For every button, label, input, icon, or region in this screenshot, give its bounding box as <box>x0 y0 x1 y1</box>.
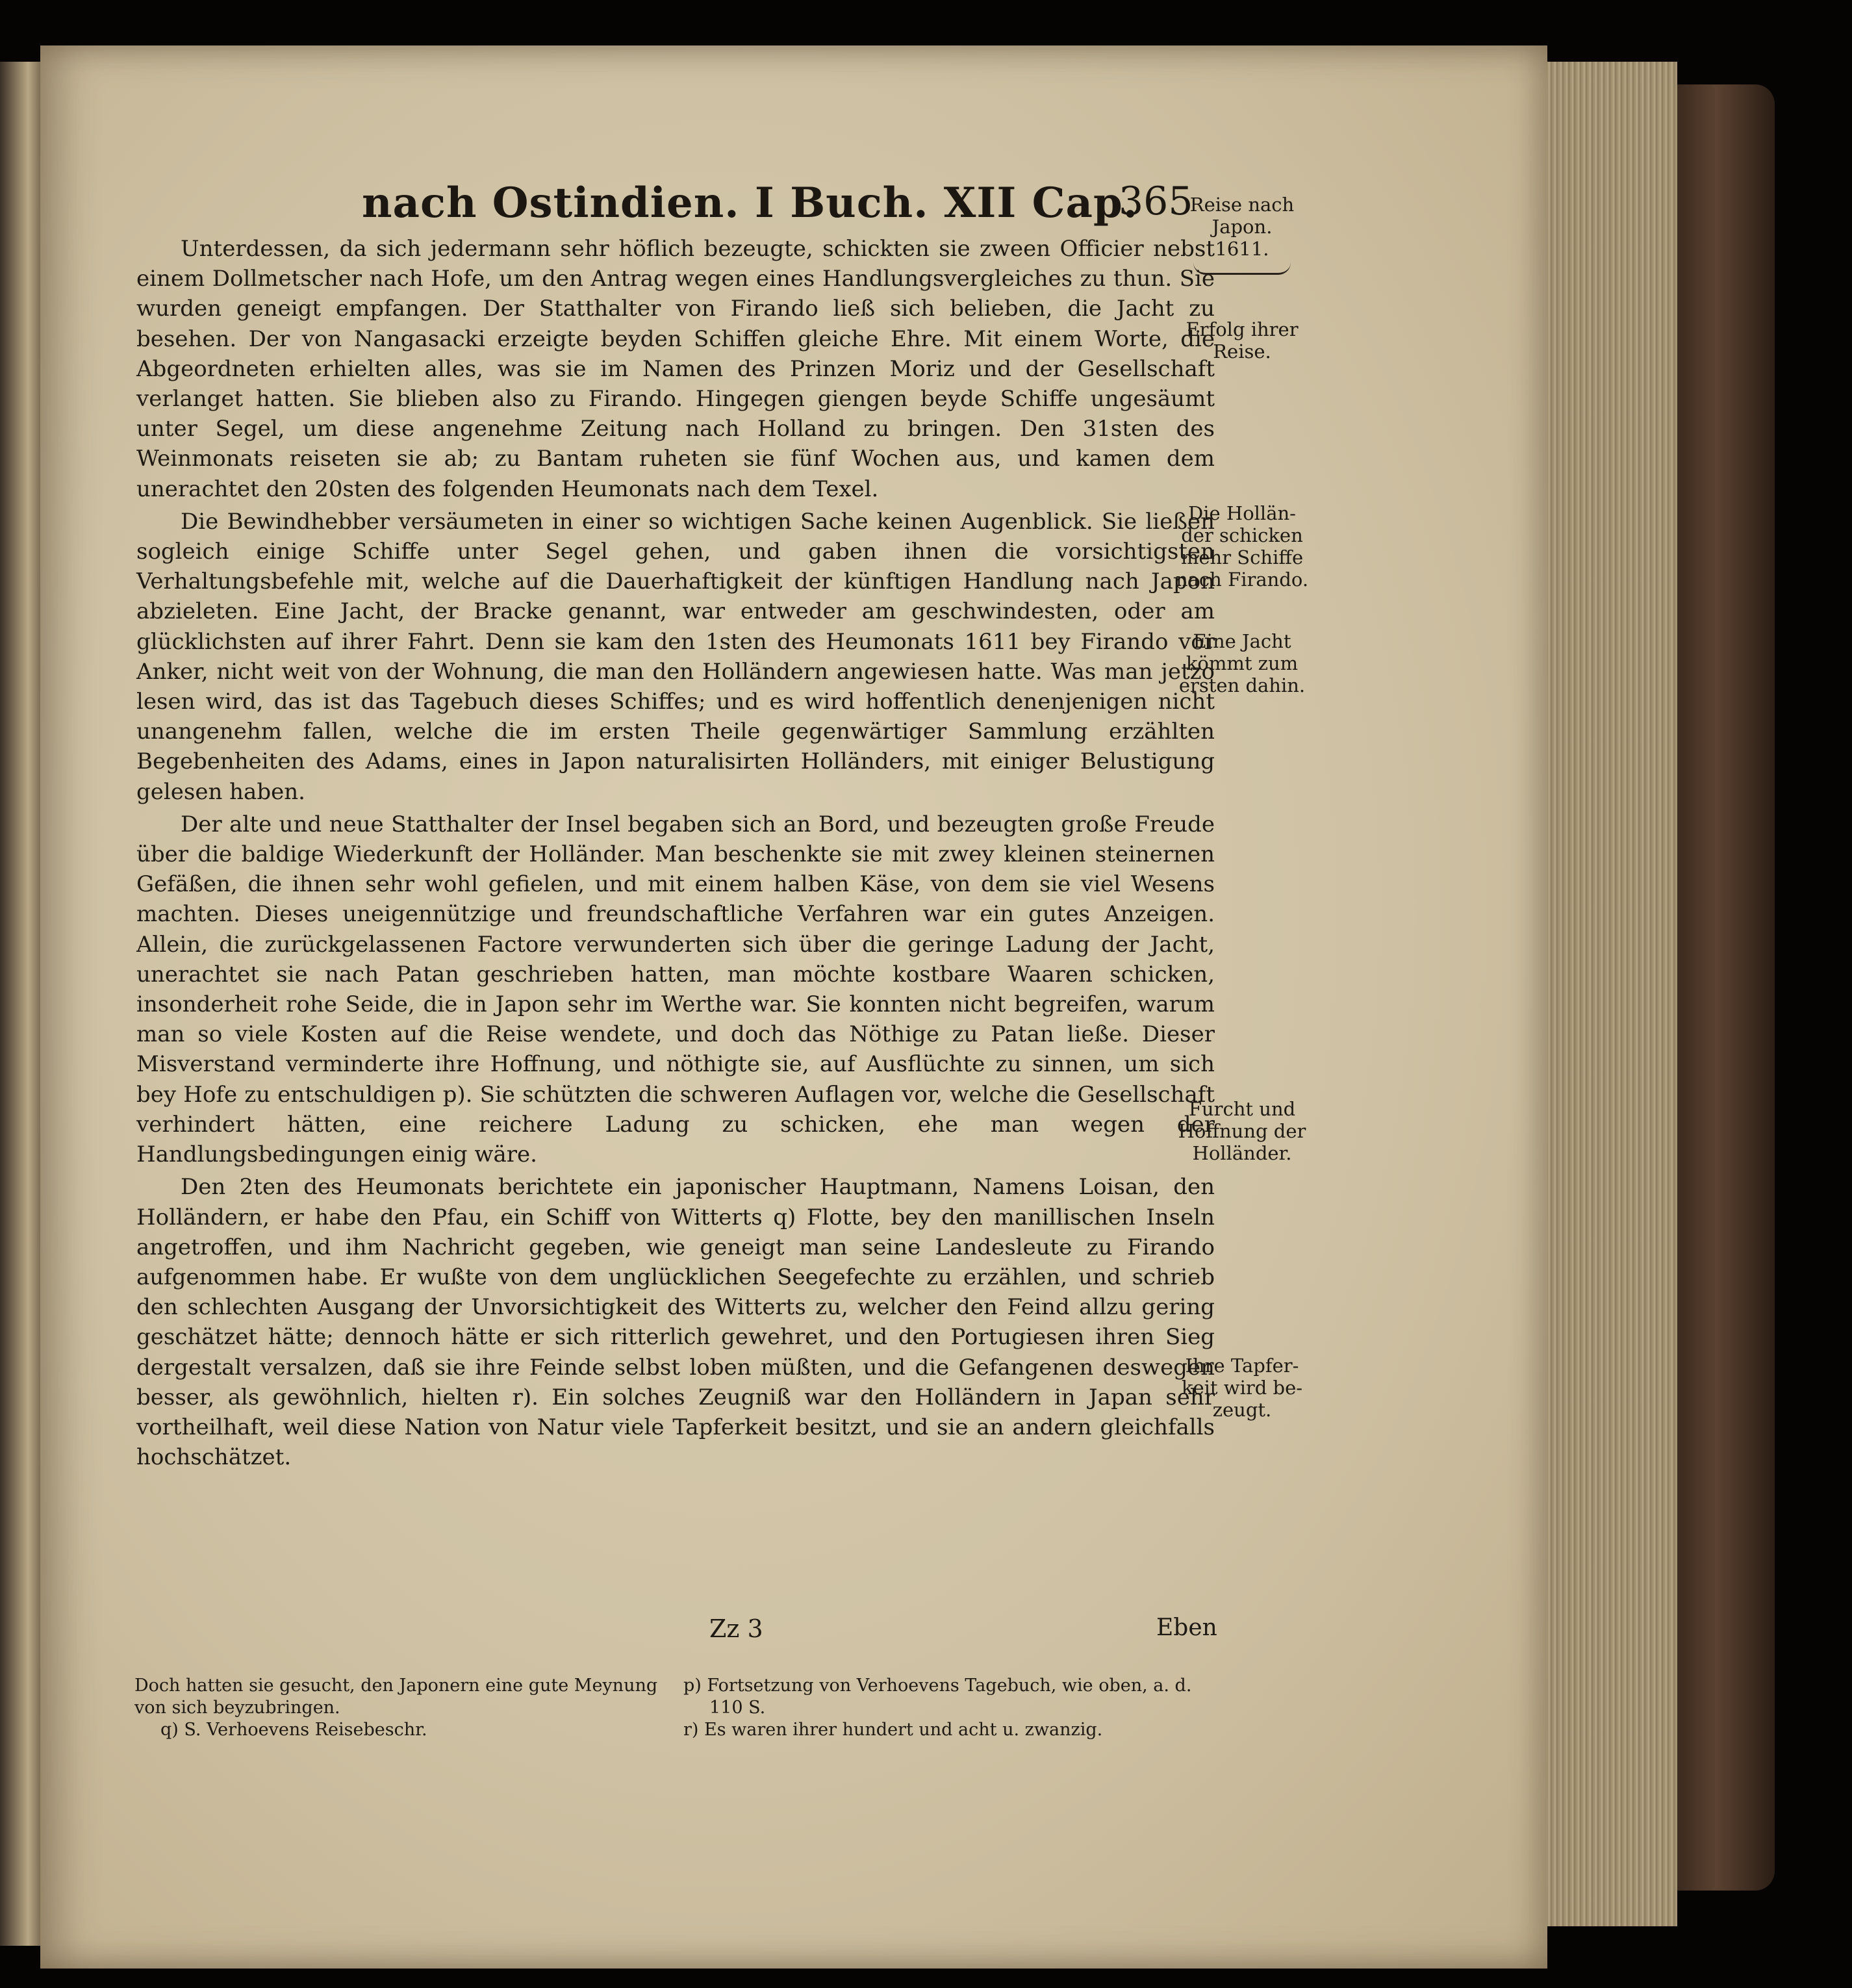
page-number: 365 <box>1119 179 1193 224</box>
book-binding <box>1677 84 1775 1891</box>
margin-note-line: Furcht und <box>1188 1098 1296 1120</box>
footnote: r) Es waren ihrer hundert und acht u. zwanzig. <box>683 1720 1103 1740</box>
margin-note-line: Eine Jacht <box>1193 630 1291 652</box>
paragraph-1: Unterdessen, da sich jedermann sehr höflich bezeugte, schickten sie zween Officier nebst einem Dollmetscher nach Hofe, um den Antrag wegen eines Handlungsvergleiches zu thun. Sie wurden geneigt empfangen. Der Statthalter von Firando ließ sich belieben, die Jacht zu besehen. Der von Nangasacki erzeigte beyden Schiffen gleiche Ehre. Mit einem Worte, die Abgeordneten erhielten alles, was sie im Namen des Prinzen Moriz und der Gesellschaft verlanget hatten. Sie blieben also zu Firando. Hingegen giengen beyde Schiffe ungesäumt unter Segel, um diese angenehme Zeitung nach Holland zu bringen. Den 31sten des Weinmonats reiseten sie ab; zu Bantam ruheten sie fünf Wochen aus, und kamen dem unerachtet den 20sten des folgenden Heumonats nach dem Texel. <box>136 236 1215 502</box>
margin-note-line: zeugt. <box>1212 1399 1272 1421</box>
paragraph-2: Die Bewindhebber versäumeten in einer so wichtigen Sache keinen Augenblick. Sie ließen sogleich einige Schiffe unter Segel gehen, und gaben ihnen die vorsichtigsten Verhaltungsbefehle mit, welche auf die Dauerhaftigkeit der künftigen Handlung nach Japon abzieleten. Eine Jacht, der Bracke genannt, war entweder am geschwindesten, oder am glücklichsten auf ihrer Fahrt. Denn sie kam den 1sten des Heumonats 1611 bey Firando vor Anker, nicht weit von der Wohnung, die man den Holländern angewiesen hatte. Was man jetzo lesen wird, das ist das Tagebuch dieses Schiffes; und es wird hoffentlich denenjenigen nicht unangenehm fallen, welche die im ersten Theile gegenwärtiger Sammlung erzählten Begebenheiten des Adams, eines in Japon naturalisirten Holländers, mit einiger Belustigung gelesen haben. <box>136 508 1215 805</box>
catchword: Eben <box>1156 1614 1217 1641</box>
margin-note-line: Hoffnung der <box>1178 1120 1306 1142</box>
margin-note-line: nach Firando. <box>1175 568 1309 591</box>
margin-note-line: Reise nach <box>1189 194 1295 216</box>
footnotes-left <box>134 1675 693 1741</box>
footnotes-right <box>683 1675 1223 1741</box>
footnote: Doch hatten sie gesucht, den Japonern eine gute Meynung von sich beyzubringen. <box>134 1676 658 1718</box>
page-header <box>40 179 1547 231</box>
book-page <box>40 45 1547 1969</box>
margin-note-hollaender <box>1174 502 1310 591</box>
margin-note-line: kömmt zum <box>1186 652 1299 674</box>
margin-note-line: der schicken <box>1181 524 1303 546</box>
page-edges <box>1547 62 1677 1926</box>
margin-note-line: Holländer. <box>1192 1142 1292 1164</box>
margin-note-line: Japon. <box>1211 216 1273 238</box>
signature-mark: Zz 3 <box>709 1614 763 1643</box>
margin-note-erfolg <box>1174 318 1310 363</box>
margin-note-line: ersten dahin. <box>1178 674 1306 696</box>
footnote: q) S. Verhoevens Reisebeschr. <box>160 1720 427 1740</box>
margin-note-line: mehr Schiffe <box>1180 546 1304 568</box>
margin-note-reise <box>1174 194 1310 275</box>
margin-note-line: Ihre Tapfer- <box>1185 1355 1299 1377</box>
margin-note-tapferkeit <box>1174 1355 1310 1421</box>
paragraph-4: Den 2ten des Heumonats berichtete ein japonischer Hauptmann, Namens Loisan, den Holländern, er habe den Pfau, ein Schiff von Witterts q) Flotte, bey den manillischen Inseln angetroffen, und ihm Nachricht gegeben, wie geneigt man seine Landesleute zu Firando aufgenommen habe. Er wußte von dem unglücklichen Seegefechte zu erzählen, und schrieb den schlechten Ausgang der Unvorsichtigkeit des Witterts zu, welcher den Feind allzu gering geschätzet hätte; dennoch hätte er sich ritterlich gewehret, und den Portugiesen ihren Sieg dergestalt versalzen, daß sie ihre Feinde selbst loben müßten, und die Gefangenen deswegen besser, als gewöhnlich, hielten r). Ein solches Zeugniß war den Holländern in Japan sehr vortheilhaft, weil diese Nation von Natur viele Tapferkeit besitzt, und sie an andern gleichfalls hochschätzet. <box>136 1174 1215 1471</box>
margin-note-line: Die Hollän- <box>1188 502 1296 524</box>
facing-page-edge <box>0 62 40 1946</box>
margin-note-line: Reise. <box>1213 340 1271 363</box>
main-text <box>136 234 1215 1472</box>
margin-note-line: keit wird be- <box>1181 1377 1303 1399</box>
paragraph-3: Der alte und neue Statthalter der Insel begaben sich an Bord, und bezeugten große Freude über die baldige Wiederkunft der Holländer. Man beschenkte sie mit zwey kleinen steinernen Gefäßen, die ihnen sehr wohl gefielen, und mit einem halben Käse, von dem sie viel Wesens machten. Dieses uneigennützige und freundschaftliche Verfahren war ein gutes Anzeigen. Allein, die zurückgelassenen Factore verwunderten sich über die geringe Ladung der Jacht, unerachtet sie nach Patan geschrieben hatten, man möchte kostbare Waaren schicken, insonderheit rohe Seide, die in Japon sehr im Werthe war. Sie konnten nicht begreifen, warum man so viele Kosten auf die Reise wendete, und doch das Nöthige zu Patan ließe. Dieser Misverstand verminderte ihre Hoffnung, und nöthigte sie, auf Ausflüchte zu sinnen, um sich bey Hofe zu entschuldigen p). Sie schützten die schweren Auflagen vor, welche die Gesellschaft verhindert hätten, eine reichere Ladung zu schicken, ehe man wegen der Handlungsbedingungen einig wäre. <box>136 811 1215 1168</box>
margin-note-line: Erfolg ihrer <box>1186 318 1299 340</box>
margin-note-furcht <box>1174 1098 1310 1164</box>
margin-note-line: 1611. <box>1215 238 1269 260</box>
footnote: p) Fortsetzung von Verhoevens Tagebuch, wie oben, a. d. 110 S. <box>683 1676 1192 1718</box>
margin-note-jacht <box>1174 630 1310 696</box>
margin-note-brace <box>1193 262 1291 275</box>
running-head: nach Ostindien. I Buch. XII Cap. <box>362 179 1138 227</box>
